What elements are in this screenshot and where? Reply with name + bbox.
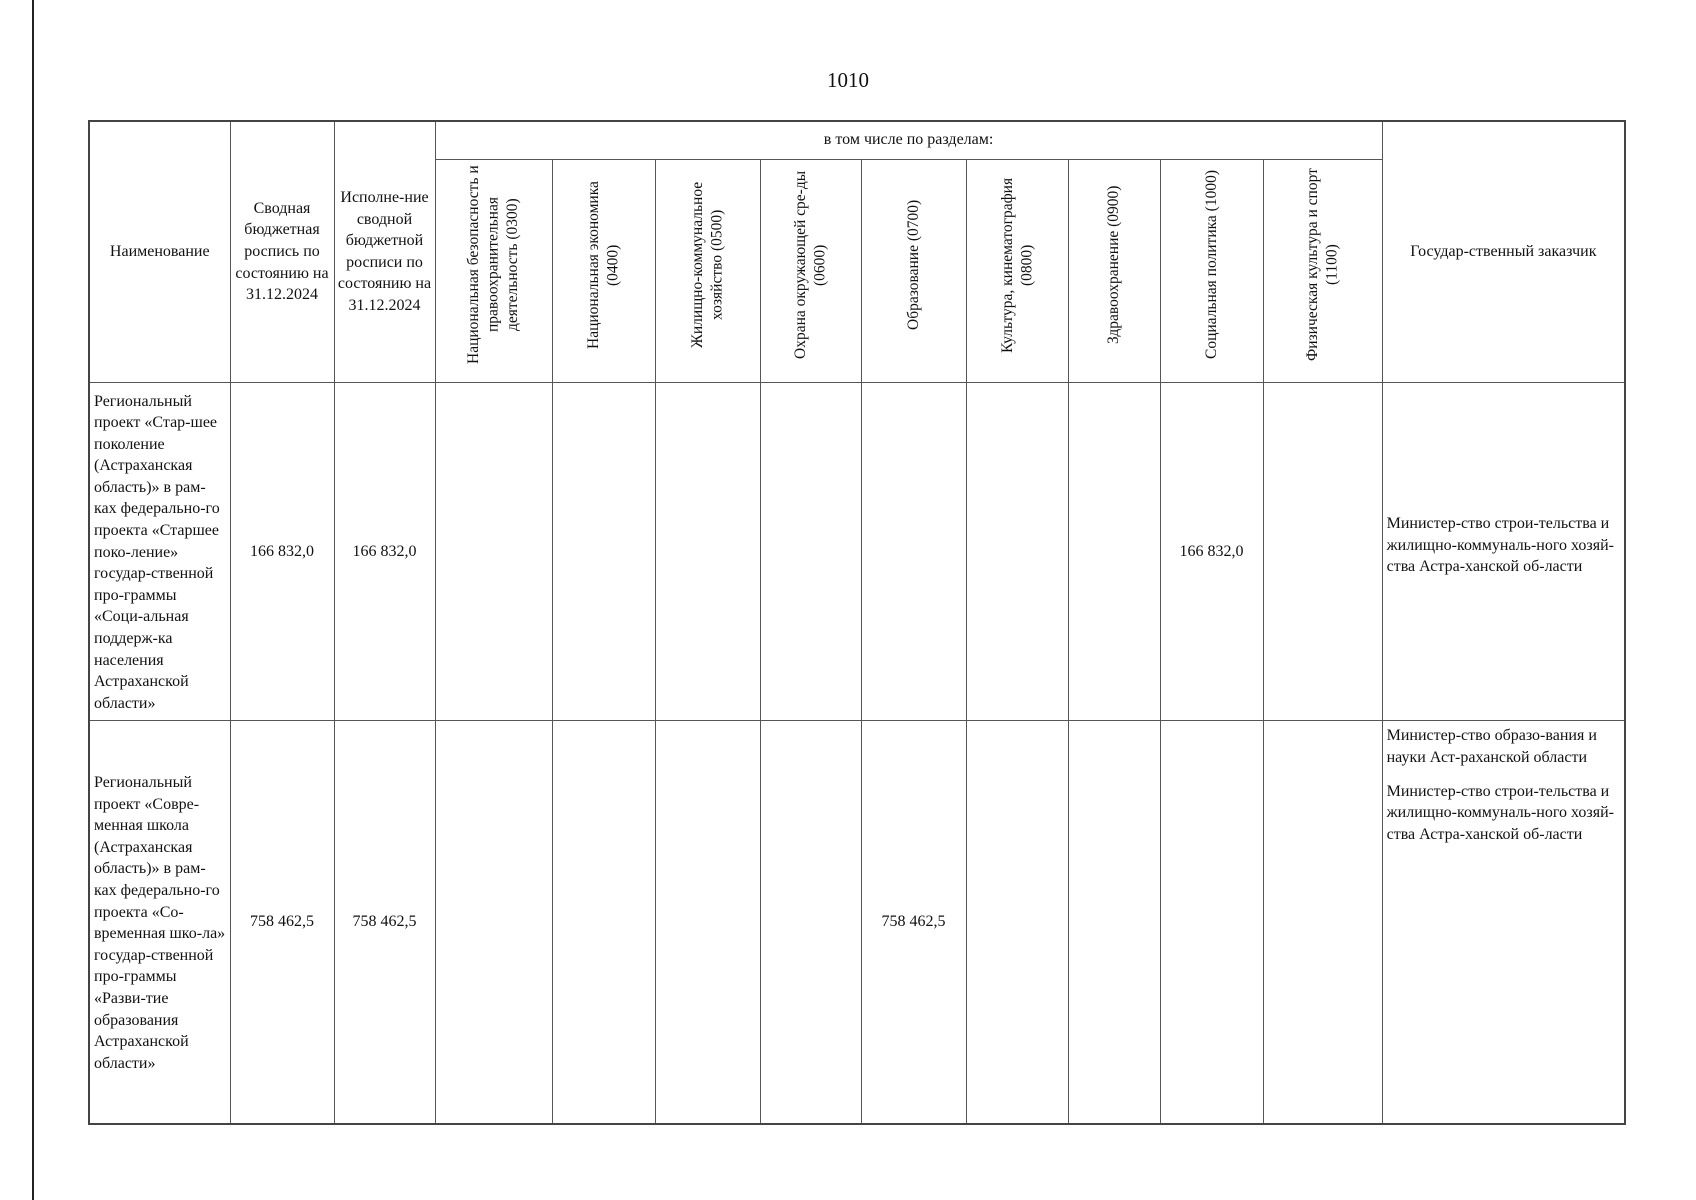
row-name: Региональный проект «Стар-шее поколение (Астраханская область)» в рам-ках федерально-го проекта «Старшее поко-ление» государ-ственной про-граммы «Соци-альная поддерж-ка населения Астраханской области» [89, 382, 230, 721]
budget-table [88, 120, 1626, 1125]
section-header-0 [435, 159, 552, 382]
section-header-2 [655, 159, 760, 382]
header-execution: Исполне-ние сводной бюджетной росписи по состоянию на 31.12.2024 [334, 121, 435, 382]
section-header-5 [966, 159, 1068, 382]
row-section-0700 [861, 382, 966, 721]
row-section-1000 [1160, 721, 1263, 1124]
section-header-label: Жилищно-коммунальное хозяйство (0500) [689, 181, 726, 348]
section-header-label: Социальная политика (1000) [1202, 170, 1220, 359]
header-name: Наименование [89, 121, 230, 382]
row-name: Региональный проект «Совре-менная школа (Астраханская область)» в рам-ках федерально-го проекта «Со-временная шко-ла» государ-ственной про-граммы «Разви-тие образования Астраханской области» [89, 721, 230, 1124]
row-section-0900 [1068, 721, 1160, 1124]
row-section-0700: 758 462,5 [861, 721, 966, 1124]
row-execution: 758 462,5 [334, 721, 435, 1124]
header-sections-group: в том числе по разделам: [435, 121, 1382, 159]
row-section-0600 [760, 721, 861, 1124]
row-section-1000: 166 832,0 [1160, 382, 1263, 721]
section-header-label: Культура, кинематография (0800) [998, 176, 1035, 353]
table-row [89, 382, 1625, 721]
customer-entry: Министер-ство строи-тельства и жилищно-коммуналь-ного хозяй-ства Астра-ханской об-ласти [1386, 515, 1614, 576]
section-header-7 [1160, 159, 1263, 382]
section-header-1 [552, 159, 655, 382]
section-header-label: Физическая культура и спорт (1100) [1304, 168, 1341, 361]
customer-entry: Министер-ство строи-тельства и жилищно-коммуналь-ного хозяй-ства Астра-ханской об-ласти [1386, 782, 1614, 843]
customer-entry: Министер-ство образо-вания и науки Аст-раханской области [1386, 727, 1597, 766]
row-section-0400 [552, 382, 655, 721]
section-header-label: Образование (0700) [904, 199, 922, 330]
row-section-1100 [1263, 721, 1382, 1124]
row-section-0300 [435, 382, 552, 721]
section-header-3 [760, 159, 861, 382]
row-section-0600 [760, 382, 861, 721]
row-section-0900 [1068, 382, 1160, 721]
row-plan: 758 462,5 [230, 721, 334, 1124]
section-header-label: Здравоохранение (0900) [1105, 185, 1123, 344]
row-section-0400 [552, 721, 655, 1124]
section-header-4 [861, 159, 966, 382]
row-plan: 166 832,0 [230, 382, 334, 721]
table-row [89, 721, 1625, 1124]
row-section-0500 [655, 382, 760, 721]
row-section-1100 [1263, 382, 1382, 721]
section-header-label: Национальная экономика (0400) [585, 180, 622, 349]
row-customer [1382, 382, 1625, 721]
section-header-6 [1068, 159, 1160, 382]
section-header-label: Охрана окружающей сре-ды (0600) [792, 170, 829, 359]
row-section-0800 [966, 382, 1068, 721]
row-execution: 166 832,0 [334, 382, 435, 721]
section-header-label: Национальная безопасность и правоохранительная деятельность (0300) [465, 165, 522, 364]
page-margin-line [32, 0, 34, 1200]
row-section-0800 [966, 721, 1068, 1124]
header-plan: Сводная бюджетная роспись по состоянию на 31.12.2024 [230, 121, 334, 382]
row-customer [1382, 721, 1625, 1124]
row-section-0500 [655, 721, 760, 1124]
header-customer: Государ-ственный заказчик [1382, 121, 1625, 382]
row-section-0300 [435, 721, 552, 1124]
page-number: 1010 [827, 68, 869, 92]
section-header-8 [1263, 159, 1382, 382]
